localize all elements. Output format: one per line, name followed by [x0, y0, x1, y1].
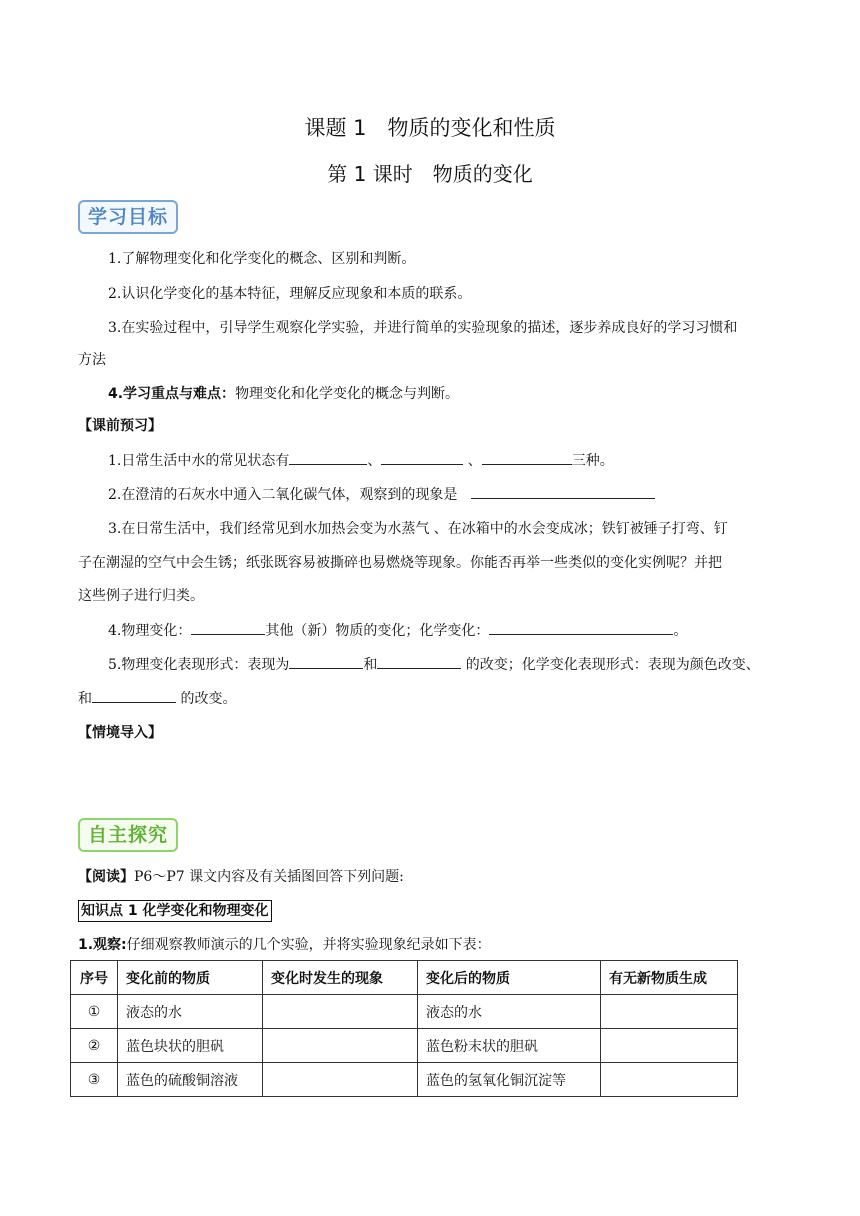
answer-blank[interactable] — [92, 688, 176, 703]
table-cell: 蓝色粉末状的胆矾 — [418, 1029, 601, 1063]
answer-blank[interactable] — [377, 654, 461, 669]
q4-text: 4.物理变化： — [108, 623, 192, 639]
q5-text: 的改变；化学变化表现形式：表现为颜色改变、 — [461, 657, 760, 673]
page-title: 课题 1 物质的变化和性质 — [304, 116, 556, 140]
answer-blank[interactable] — [381, 450, 463, 465]
reading-text: P6～P7 课文内容及有关插图回答下列问题: — [134, 869, 404, 885]
col-header: 变化后的物质 — [418, 961, 601, 995]
observe-label: 1.观察: — [78, 937, 127, 953]
objective-3: 3.在实验过程中，引导学生观察化学实验，并进行简单的实验现象的描述，逐步养成良好的学习习惯和 — [108, 320, 738, 336]
preview-heading: 【课前预习】 — [78, 418, 162, 434]
scenario-heading: 【情境导入】 — [78, 725, 162, 741]
table-cell: 液态的水 — [418, 995, 601, 1029]
objectives-badge: 学习目标 — [78, 200, 178, 234]
objective-3-cont: 方法 — [78, 352, 106, 368]
table-cell: 蓝色的氢氧化铜沉淀等 — [418, 1063, 601, 1097]
table-cell-blank[interactable] — [263, 1029, 418, 1063]
answer-blank[interactable] — [289, 450, 367, 465]
preview-q4 — [108, 620, 687, 640]
col-header: 变化前的物质 — [118, 961, 263, 995]
page-subtitle: 第 1 课时 物质的变化 — [327, 162, 533, 186]
q5-text: 5.物理变化表现形式：表现为 — [108, 657, 290, 673]
preview-q5-line2 — [78, 688, 236, 708]
q1-sep: 、 — [463, 453, 482, 469]
q1-sep: 、 — [367, 453, 382, 469]
q5-text: 的改变。 — [176, 691, 237, 707]
reading-label: 【阅读】 — [78, 869, 134, 885]
table-cell: 液态的水 — [118, 995, 263, 1029]
table-cell: 蓝色的硫酸铜溶液 — [118, 1063, 263, 1097]
table-cell: ③ — [71, 1063, 118, 1097]
table-header-row — [71, 961, 738, 995]
table-row — [71, 1029, 738, 1063]
observation-table — [70, 960, 738, 1097]
table-cell-blank[interactable] — [263, 1063, 418, 1097]
knowledge-point-title: 知识点 1 化学变化和物理变化 — [78, 900, 272, 922]
q5-text: 和 — [363, 657, 378, 673]
preview-q2 — [108, 484, 655, 504]
answer-blank[interactable] — [191, 620, 265, 635]
q4-end: 。 — [673, 623, 688, 639]
q5-text: 和 — [78, 691, 92, 707]
observe-text: 仔细观察教师演示的几个实验，并将实验现象纪录如下表： — [126, 937, 491, 953]
observe-line — [78, 934, 491, 954]
key-point-text: 物理变化和化学变化的概念与判断。 — [235, 386, 460, 402]
preview-q3-line2: 子在潮湿的空气中会生锈；纸张既容易被撕碎也易燃烧等现象。你能否再举一些类似的变化实例呢？并把 — [78, 555, 722, 571]
answer-blank[interactable] — [489, 620, 673, 635]
q1-text: 1.日常生活中水的常见状态有 — [108, 453, 290, 469]
answer-blank[interactable] — [482, 450, 572, 465]
preview-q1 — [108, 450, 614, 470]
answer-blank[interactable] — [289, 654, 363, 669]
explore-badge: 自主探究 — [78, 818, 178, 852]
table-cell-blank[interactable] — [601, 1029, 738, 1063]
table-cell-blank[interactable] — [263, 995, 418, 1029]
table-cell: ① — [71, 995, 118, 1029]
table-cell-blank[interactable] — [601, 995, 738, 1029]
col-header: 序号 — [71, 961, 118, 995]
q4-text: 其他（新）物质的变化；化学变化： — [265, 623, 490, 639]
table-row — [71, 995, 738, 1029]
key-point — [108, 383, 459, 403]
answer-blank[interactable] — [471, 484, 655, 499]
objective-1: 1.了解物理变化和化学变化的概念、区别和判断。 — [108, 251, 416, 267]
key-point-label: 4.学习重点与难点： — [108, 386, 236, 402]
objective-2: 2.认识化学变化的基本特征，理解反应现象和本质的联系。 — [108, 286, 472, 302]
q2-text: 2.在澄清的石灰水中通入二氧化碳气体，观察到的现象是 — [108, 487, 458, 503]
col-header: 变化时发生的现象 — [263, 961, 418, 995]
table-cell: ② — [71, 1029, 118, 1063]
preview-q5 — [108, 654, 760, 674]
preview-q3-line3: 这些例子进行归类。 — [78, 588, 204, 604]
table-cell-blank[interactable] — [601, 1063, 738, 1097]
preview-q3-line1: 3.在日常生活中，我们经常见到水加热会变为水蒸气 、在冰箱中的水会变成冰；铁钉被锤子打弯、钉 — [108, 521, 728, 537]
q1-end: 三种。 — [571, 453, 614, 469]
col-header: 有无新物质生成 — [601, 961, 738, 995]
table-row — [71, 1063, 738, 1097]
reading-line — [78, 866, 404, 886]
table-cell: 蓝色块状的胆矾 — [118, 1029, 263, 1063]
